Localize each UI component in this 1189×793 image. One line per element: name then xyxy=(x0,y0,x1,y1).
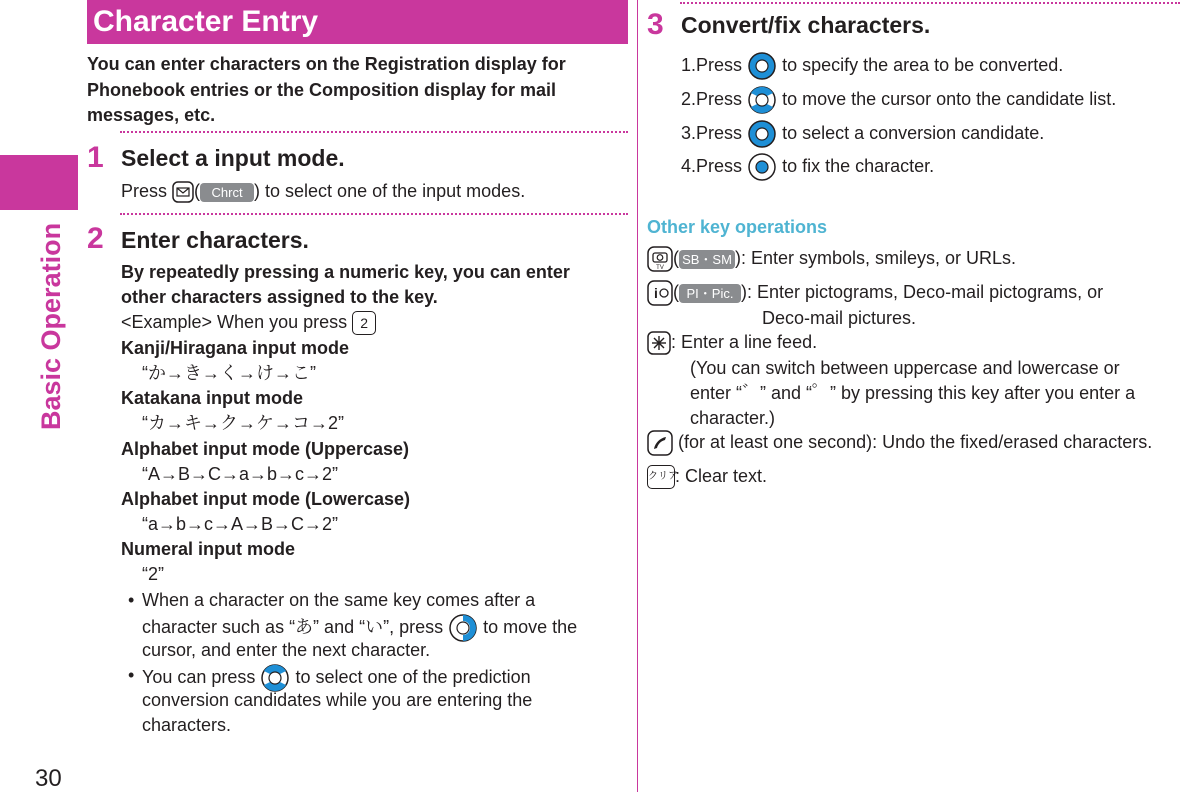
mode-name-upper: Alphabet input mode (Uppercase) xyxy=(121,439,410,459)
op-imode-text1: ): Enter pictograms, Deco-mail pictograms, or xyxy=(741,282,1104,302)
item-press: Press xyxy=(696,88,743,109)
item-press: Press xyxy=(696,54,743,75)
sb-sm-softkey-icon: SB・SM xyxy=(679,250,735,269)
item-press: Press xyxy=(696,122,743,143)
step2-desc-2: other characters assigned to the key. xyxy=(121,287,438,307)
section-tab xyxy=(0,155,78,210)
mode-seq-lower: “a→b→c→A→B→C→2” xyxy=(142,514,339,534)
nav-key-all-icon xyxy=(747,119,777,149)
title-bar xyxy=(87,0,628,44)
op-asterisk xyxy=(647,330,817,355)
imode-key-icon xyxy=(647,280,673,306)
bullet2-line2: conversion candidates while you are entering the xyxy=(142,690,533,710)
step3-item-2 xyxy=(681,85,1116,115)
mode-seq-upper: “A→B→C→a→b→c→2” xyxy=(142,464,339,484)
item-text: to select a conversion candidate. xyxy=(782,122,1045,143)
bullet1-line3: cursor, and enter the next character. xyxy=(142,640,431,660)
op-asterisk-text2: (You can switch between uppercase and lowercase or xyxy=(690,358,1120,378)
nav-key-updown-icon xyxy=(747,85,777,115)
op-imode-text2: Deco-mail pictures. xyxy=(762,308,917,328)
step-title-3: Convert/fix characters. xyxy=(681,12,931,38)
chrct-softkey-icon: Chrct xyxy=(200,183,254,202)
step2-desc-1: By repeatedly pressing a numeric key, you can enter xyxy=(121,262,570,282)
bullet1-line1: When a character on the same key comes after a xyxy=(142,590,536,610)
step1-press: Press xyxy=(121,181,168,201)
intro-text: You can enter characters on the Registration display for Phonebook entries or the Composition display for mail messages, etc. xyxy=(87,54,566,125)
camera-key-icon xyxy=(647,246,673,272)
clear-key-icon: クリア xyxy=(647,465,675,489)
example-text: <Example> When you press xyxy=(121,312,348,332)
item-press: Press xyxy=(696,155,743,176)
bullet1-line2b: to move the xyxy=(483,616,578,637)
step-number-2: 2 xyxy=(87,222,104,255)
item-number: 4. xyxy=(681,155,697,176)
dotted-divider-3 xyxy=(680,2,1180,4)
dotted-divider xyxy=(120,131,628,133)
column-divider xyxy=(637,0,638,792)
mode-seq-katakana: “カ→キ→ク→ケ→コ→2” xyxy=(142,413,344,433)
svg-text:i: i xyxy=(654,285,658,302)
op-call xyxy=(647,430,1152,456)
bullet2-line1a: You can press xyxy=(142,666,256,687)
mode-name-katakana: Katakana input mode xyxy=(121,388,304,408)
nav-key-all-icon xyxy=(747,51,777,81)
op-clear xyxy=(647,464,767,489)
paren: ( xyxy=(673,282,679,302)
step3-item-4 xyxy=(681,152,934,182)
op-call-text: (for at least one second): Undo the fixed/erased characters. xyxy=(678,432,1153,452)
step-title-2: Enter characters. xyxy=(121,227,309,253)
center-key-icon xyxy=(747,152,777,182)
mode-name-kanji: Kanji/Hiragana input mode xyxy=(121,338,350,358)
page-title: Character Entry xyxy=(93,5,319,38)
op-imode xyxy=(647,280,1103,306)
step-number-3: 3 xyxy=(647,8,664,41)
mode-name-numeral: Numeral input mode xyxy=(121,539,296,559)
step-number-1: 1 xyxy=(87,141,104,174)
nav-key-right-icon xyxy=(448,613,478,643)
step1-paren: ( xyxy=(194,181,201,201)
op-camera xyxy=(647,246,1016,272)
dotted-divider-2 xyxy=(120,213,628,215)
item-number: 3. xyxy=(681,122,697,143)
pi-pic-softkey-icon: PI・Pic. xyxy=(679,284,741,303)
asterisk-key-icon xyxy=(647,331,671,355)
bullet-mark: • xyxy=(128,590,135,610)
item-text: to move the cursor onto the candidate list. xyxy=(782,88,1117,109)
item-number: 2. xyxy=(681,88,697,109)
mode-seq-kanji: “か→き→く→け→こ” xyxy=(142,363,316,383)
bullet1-line2a: character such as “あ” and “い”, press xyxy=(142,616,444,637)
op-camera-text: ): Enter symbols, smileys, or URLs. xyxy=(735,248,1017,268)
item-number: 1. xyxy=(681,54,697,75)
paren: ( xyxy=(673,248,679,268)
mode-name-lower: Alphabet input mode (Lowercase) xyxy=(121,489,411,509)
bullet2-line3: characters. xyxy=(142,715,232,735)
op-clear-text: : Clear text. xyxy=(675,466,768,486)
call-key-icon xyxy=(647,430,673,456)
item-text: to fix the character. xyxy=(782,155,935,176)
step1-after: ) to select one of the input modes. xyxy=(254,181,526,201)
step2-example xyxy=(121,310,376,335)
mail-key-icon xyxy=(172,181,194,203)
page-number: 30 xyxy=(35,765,62,792)
key-2-icon: 2 xyxy=(352,311,376,335)
step-title-1: Select a input mode. xyxy=(121,145,345,171)
other-ops-heading: Other key operations xyxy=(647,217,828,237)
op-asterisk-text4: character.) xyxy=(690,408,776,428)
mode-seq-numeral: “2” xyxy=(142,564,164,584)
bullet2-line1b: to select one of the prediction xyxy=(295,666,531,687)
item-text: to specify the area to be converted. xyxy=(782,54,1064,75)
svg-text:TV: TV xyxy=(656,265,664,272)
op-asterisk-text3: enter “゛” and “゜” by pressing this key after you enter a xyxy=(690,383,1136,403)
step1-instruction xyxy=(121,179,525,204)
op-asterisk-text1: : Enter a line feed. xyxy=(671,332,818,352)
step3-item-1 xyxy=(681,51,1063,81)
step3-item-3 xyxy=(681,119,1044,149)
bullet-mark-2: • xyxy=(128,665,135,685)
section-label: Basic Operation xyxy=(36,222,66,430)
